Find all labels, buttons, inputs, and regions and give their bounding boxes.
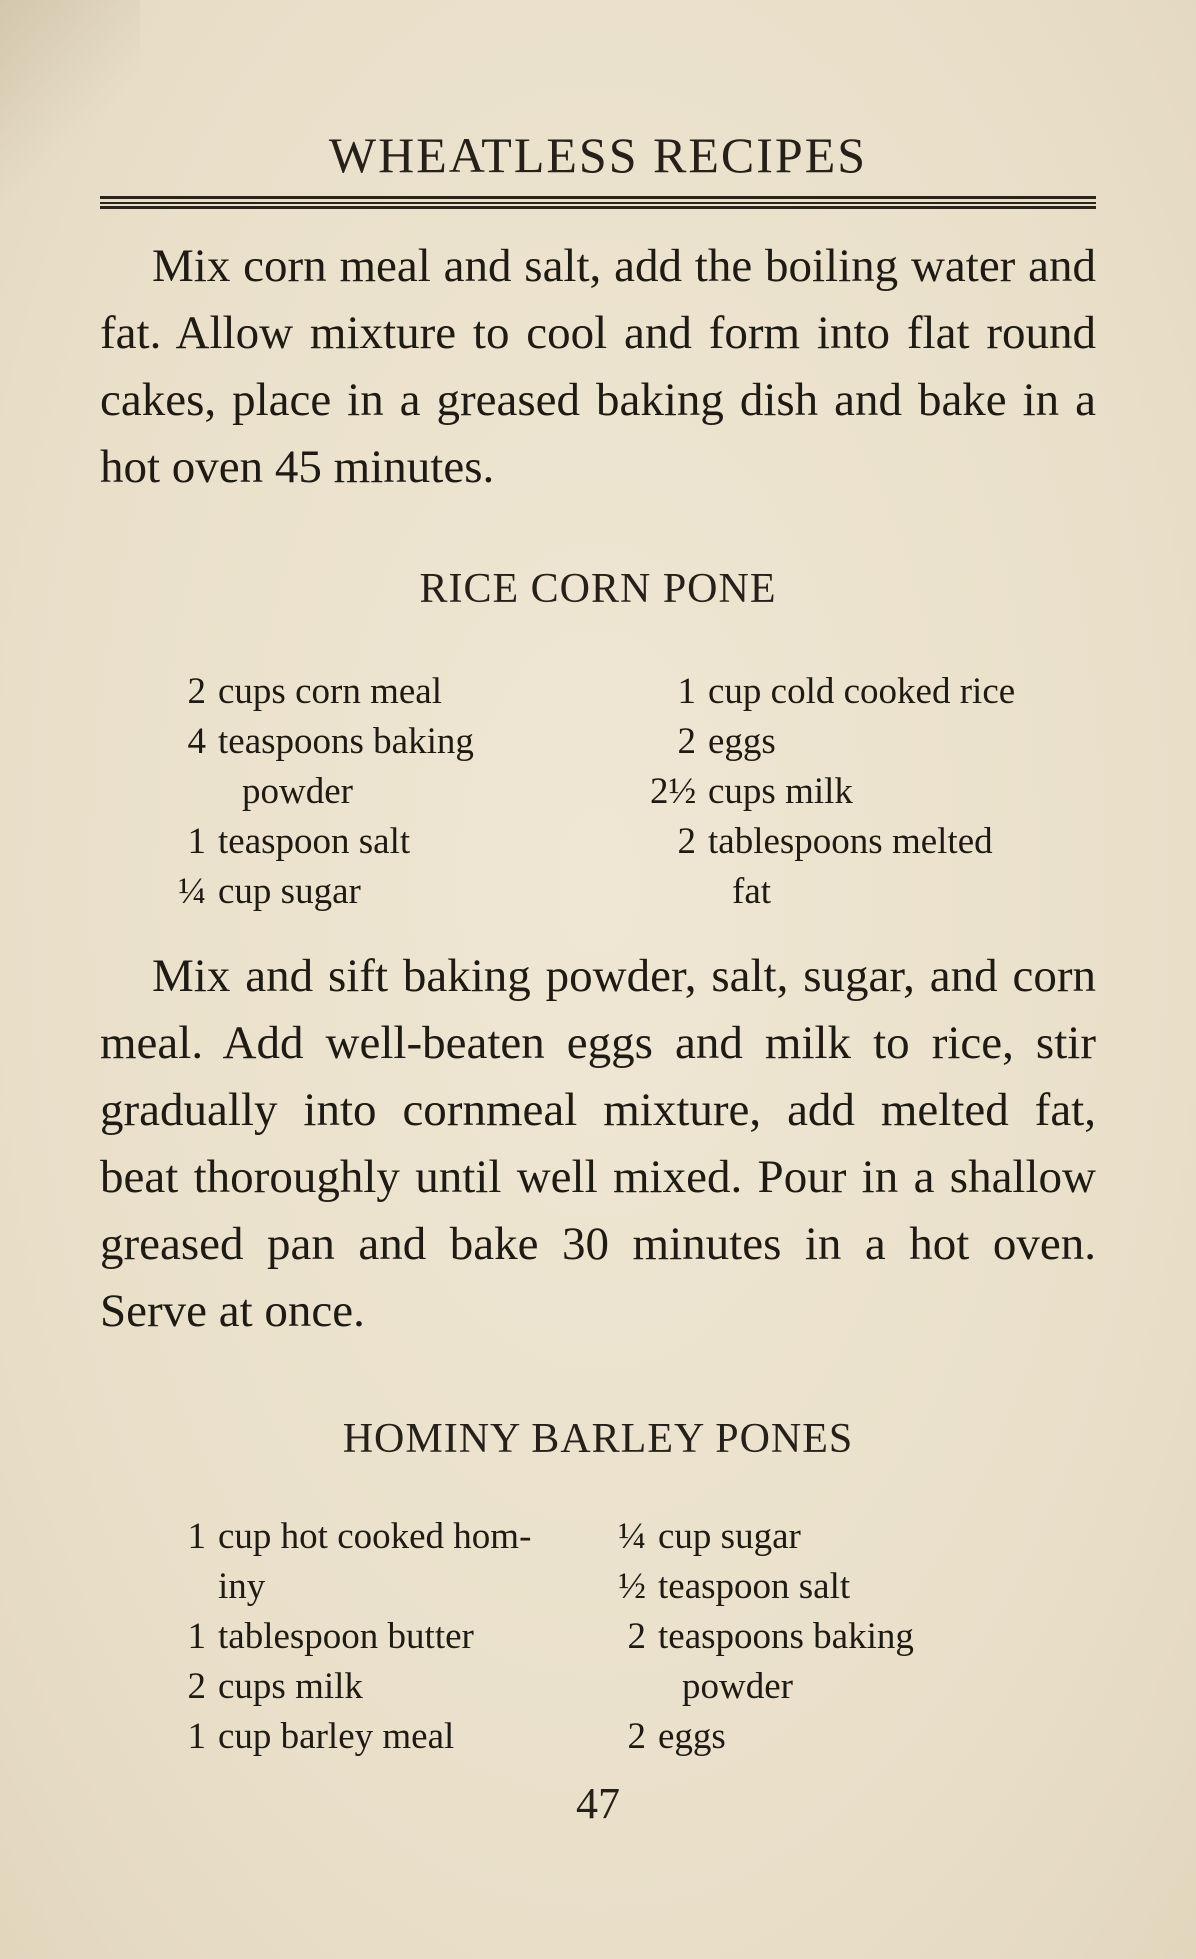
ingredient-desc-continued: fat (732, 871, 772, 912)
ingredient-qty: 1 (187, 1516, 206, 1557)
intro-paragraph: Mix corn meal and salt, add the boiling water and fat. Allow mixture to cool and form into flat round cakes, place in a greased baking dish and bake in a hot oven 45 minutes. (100, 240, 1096, 493)
ingredient-desc: cups milk (218, 1666, 363, 1707)
header-rule (100, 196, 1096, 209)
ingredient-item (160, 1662, 580, 1712)
ingredient-qty: 2 (187, 1666, 206, 1707)
page-number: 47 (576, 1779, 620, 1828)
ingredient-qty: 1 (187, 1616, 206, 1657)
ingredient-desc-continued: powder (242, 771, 353, 812)
ingredient-desc: cups milk (708, 771, 853, 812)
ingredient-desc: tablespoons melted (708, 821, 993, 862)
ingredient-item (650, 667, 1106, 717)
ingredient-item (160, 1712, 580, 1762)
ingredient-qty: ¼ (618, 1516, 646, 1557)
ingredient-desc: teaspoons baking (218, 721, 474, 762)
ingredient-item (650, 817, 1106, 917)
ingredient-desc: cups corn meal (218, 671, 442, 712)
ingredient-qty: 2 (627, 1616, 646, 1657)
ingredient-qty: ½ (618, 1566, 646, 1607)
ingredient-qty: 2 (677, 721, 696, 762)
ingredients-left-column (160, 667, 580, 917)
ingredient-qty: 2 (627, 1716, 646, 1757)
ingredient-desc: teaspoons baking (658, 1616, 914, 1657)
recipe-title-hominy-barley-pones: HOMINY BARLEY PONES (342, 1416, 854, 1462)
ingredient-qty: 2 (187, 671, 206, 712)
ingredient-qty: 1 (677, 671, 696, 712)
running-head: WHEATLESS RECIPES (328, 127, 868, 183)
recipe-title-rice-corn-pone: RICE CORN PONE (419, 566, 777, 612)
ingredient-desc-continued: iny (218, 1566, 266, 1607)
ingredient-desc: tablespoon butter (218, 1616, 474, 1657)
ingredient-qty: 4 (187, 721, 206, 762)
ingredient-qty: 1 (187, 1716, 206, 1757)
ingredient-item (600, 1512, 1000, 1562)
ingredient-item (160, 1512, 580, 1612)
ingredients-right-column (600, 1512, 1000, 1762)
page-corner-shading (0, 0, 140, 220)
ingredient-qty: ¼ (178, 871, 206, 912)
ingredient-item (160, 667, 580, 717)
ingredient-desc: cup sugar (218, 871, 361, 912)
ingredient-item (600, 1612, 1000, 1712)
ingredient-item (650, 767, 1106, 817)
ingredient-qty: 2½ (650, 771, 697, 812)
ingredient-item (600, 1562, 1000, 1612)
ingredient-desc: eggs (658, 1716, 726, 1757)
ingredient-desc: eggs (708, 721, 776, 762)
ingredients-right-column (650, 667, 1106, 917)
ingredient-qty: 1 (187, 821, 206, 862)
ingredient-item (160, 867, 580, 917)
ingredient-item (160, 717, 580, 817)
ingredient-desc: cup hot cooked hom- (218, 1516, 532, 1557)
ingredient-item (600, 1712, 1000, 1762)
method-paragraph-rice-corn-pone: Mix and sift baking powder, salt, sugar, and corn meal. Add well-beaten eggs and milk to rice, stir gradually into cornmeal mixture, add melted fat, beat thoroughly until well mixed. Pour in a shallow greased pan and bake 30 minutes in a hot oven. Serve at once. (100, 950, 1096, 1337)
ingredient-item (160, 1612, 580, 1662)
ingredient-item (650, 717, 1106, 767)
ingredient-desc: teaspoon salt (218, 821, 411, 862)
ingredient-desc: cup cold cooked rice (708, 671, 1016, 712)
ingredient-desc-continued: powder (682, 1666, 793, 1707)
ingredient-item (160, 817, 580, 867)
ingredients-left-column (160, 1512, 580, 1762)
ingredient-desc: cup sugar (658, 1516, 801, 1557)
ingredient-desc: teaspoon salt (658, 1566, 851, 1607)
ingredient-desc: cup barley meal (218, 1716, 455, 1757)
ingredient-qty: 2 (677, 821, 696, 862)
